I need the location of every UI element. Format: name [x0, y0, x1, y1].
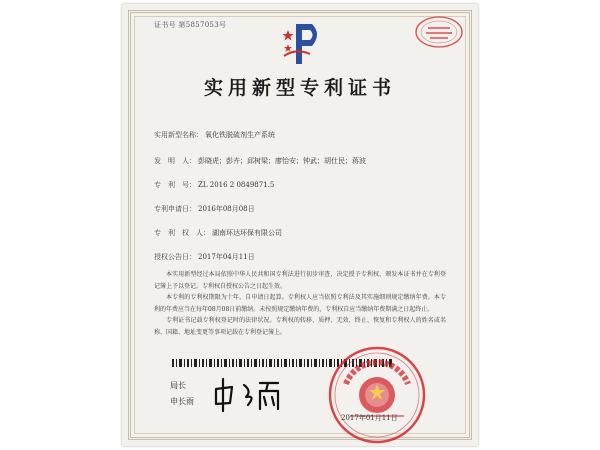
field-label: 专 利 权 人：: [154, 229, 210, 237]
field-value: 湖南环达环保有限公司: [212, 229, 282, 237]
field-value: 2017年04月11日: [198, 253, 255, 261]
issue-date: 2017年01月11日: [341, 414, 398, 422]
field-value: 彭晓虎；彭卉；邱树梁；廖怡安；钟武；胡仕民；蒋波: [198, 157, 366, 165]
field-value: 2016年08月08日: [198, 205, 255, 213]
patent-office-logo-icon: [282, 20, 322, 68]
certificate-title: 实用新型专利证书: [203, 77, 396, 99]
field-label: 授权公告日：: [154, 253, 196, 261]
signatory-name: 申长雨: [170, 397, 194, 406]
field-label: 发 明 人：: [154, 157, 196, 165]
signatory-title: 局长: [170, 381, 186, 390]
utility-model-name-row: [154, 130, 275, 140]
grant-date-row: [154, 252, 255, 262]
handwritten-signature: [212, 377, 312, 413]
certificate-number: 证书号 第5857053号: [154, 21, 227, 29]
patentee-row: [154, 228, 282, 238]
body-paragraph: 专利证书记载专利权登记时的法律状况。专利权的转移、质押、无效、终止、恢复和专利权人的姓名或名称、国籍、地址变更等事项记载在专利登记簿上。: [154, 317, 446, 336]
patent-number-row: [154, 180, 274, 190]
field-label: 专利申请日：: [154, 205, 196, 213]
official-seal-icon: [326, 344, 428, 446]
field-value: 氧化铁脱硫剂生产系统: [205, 131, 275, 139]
body-paragraph: 本专利的专利权期限为十年，自申请日起算。专利权人应当依照专利法及其实施细则规定缴纳年费。本专利的年费应当在每年08月08日前缴纳。未按照规定缴纳年费的，专利权自应当缴纳年费期满之日起终止。: [154, 294, 446, 313]
inventors-row: [154, 156, 366, 166]
certificate-page: [122, 4, 478, 446]
agency-stamp-icon: [414, 14, 464, 50]
field-value: ZL 2016 2 0849871.5: [198, 181, 275, 189]
field-label: 专 利 号：: [154, 181, 196, 189]
application-date-row: [154, 204, 255, 214]
certificate-body-text: [154, 269, 446, 338]
field-label: 实用新型名称：: [154, 131, 203, 139]
body-paragraph: 本实用新型经过本局依照中华人民共和国专利法进行初步审查，决定授予专利权，颁发本证书并在专利登记簿上予以登记。专利权自授权公告之日起生效。: [154, 271, 446, 290]
